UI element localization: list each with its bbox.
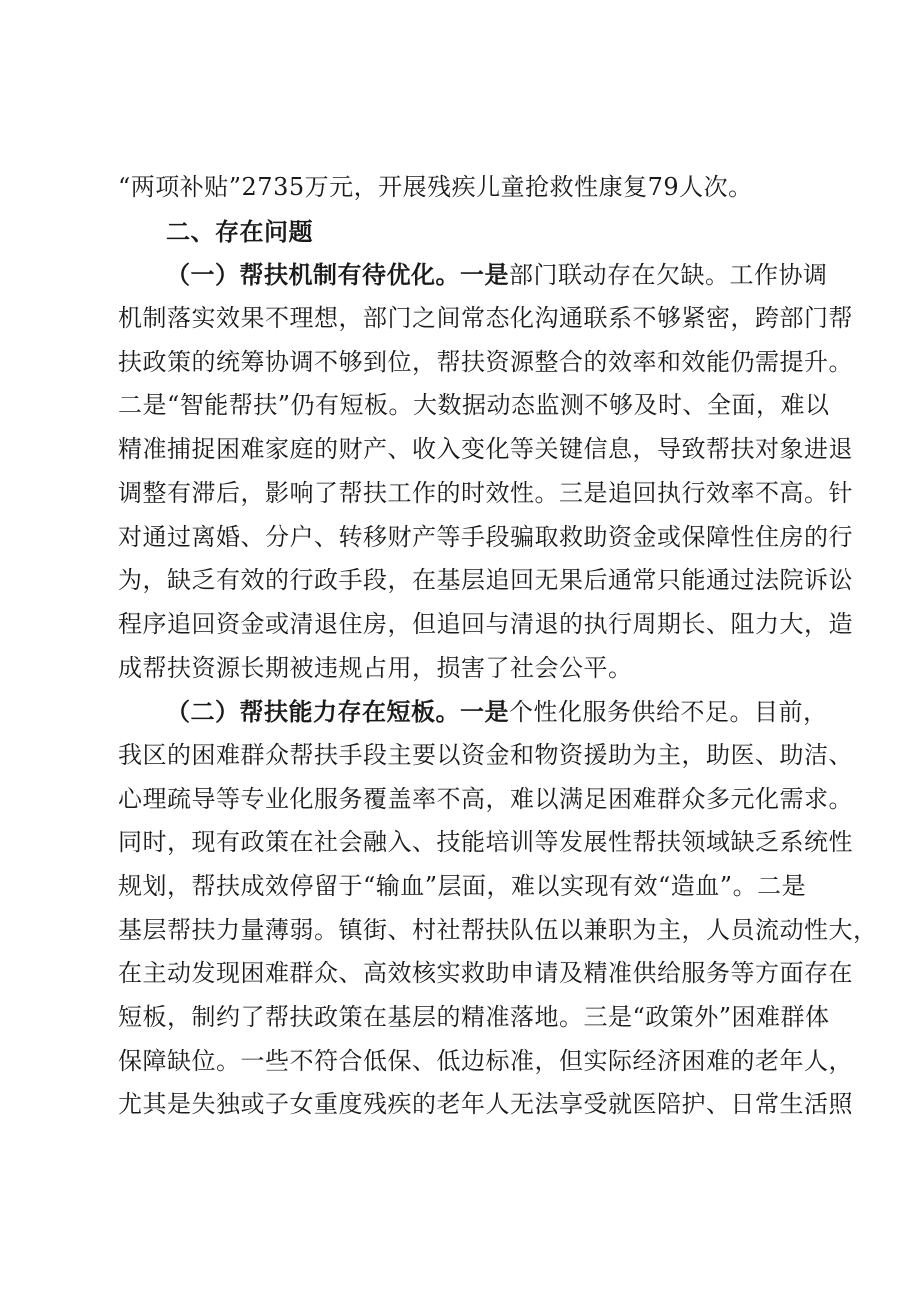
subheading-mechanism: （一）帮扶机制有待优化。一是 bbox=[166, 260, 509, 290]
paragraph-line: 二是“智能帮扶”仍有短板。大数据动态监测不够及时、全面，难以 bbox=[118, 391, 830, 420]
paragraph-line: 我区的困难群众帮扶手段主要以资金和物资援助为主，助医、助洁、 bbox=[118, 740, 853, 769]
paragraph-line: 保障缺位。一些不符合低保、低边标准，但实际经济困难的老年人， bbox=[118, 1046, 853, 1075]
paragraph-line: 在主动发现困难群众、高效核实救助申请及精准供给服务等方面存在 bbox=[118, 959, 853, 988]
paragraph-capacity bbox=[118, 690, 878, 1127]
section-heading: 二、存在问题 bbox=[166, 216, 313, 246]
paragraph-line: 短板，制约了帮扶政策在基层的精准落地。三是“政策外”困难群体 bbox=[118, 1003, 830, 1032]
continuation-line: “两项补贴”2735万元，开展残疾儿童抢救性康复79人次。 bbox=[118, 173, 753, 201]
paragraph-line: 机制落实效果不理想，部门之间常态化沟通联系不够紧密，跨部门帮 bbox=[118, 304, 853, 333]
paragraph-text: 个性化服务供给不足。目前， bbox=[509, 698, 828, 727]
paragraph-line: 扶政策的统筹协调不够到位，帮扶资源整合的效率和效能仍需提升。 bbox=[118, 347, 853, 376]
document-page bbox=[118, 166, 878, 1127]
paragraph-line: 规划，帮扶成效停留于“输血”层面，难以实现有效“造血”。二是 bbox=[118, 872, 807, 900]
paragraph-first-line bbox=[118, 253, 828, 297]
paragraph-line: 同时，现有政策在社会融入、技能培训等发展性帮扶领域缺乏系统性 bbox=[118, 828, 853, 857]
paragraph-line: 程序追回资金或清退住房，但追回与清退的执行周期长、阻力大，造 bbox=[118, 609, 853, 638]
paragraph-text: 部门联动存在欠缺。工作协调 bbox=[509, 261, 828, 290]
paragraph-line: 尤其是失独或子女重度残疾的老年人无法享受就医陪护、日常生活照 bbox=[118, 1090, 853, 1119]
paragraph-first-line bbox=[118, 690, 828, 734]
paragraph-line: 对通过离婚、分户、转移财产等手段骗取救助资金或保障性住房的行 bbox=[118, 522, 853, 551]
paragraph-line: 精准捕捉困难家庭的财产、收入变化等关键信息，导致帮扶对象进退 bbox=[118, 435, 853, 464]
paragraph-line: 调整有滞后，影响了帮扶工作的时效性。三是追回执行效率不高。针 bbox=[118, 478, 853, 507]
paragraph-line: 基层帮扶力量薄弱。镇街、村社帮扶队伍以兼职为主，人员流动性大， bbox=[118, 915, 878, 944]
paragraph-line: 心理疏导等专业化服务覆盖率不高，难以满足困难群众多元化需求。 bbox=[118, 784, 853, 813]
paragraph-line: 成帮扶资源长期被违规占用，损害了社会公平。 bbox=[118, 653, 633, 682]
subheading-capacity: （二）帮扶能力存在短板。一是 bbox=[166, 697, 509, 727]
paragraph-line: 为，缺乏有效的行政手段，在基层追回无果后通常只能通过法院诉讼 bbox=[118, 566, 853, 595]
paragraph-mechanism bbox=[118, 253, 853, 690]
